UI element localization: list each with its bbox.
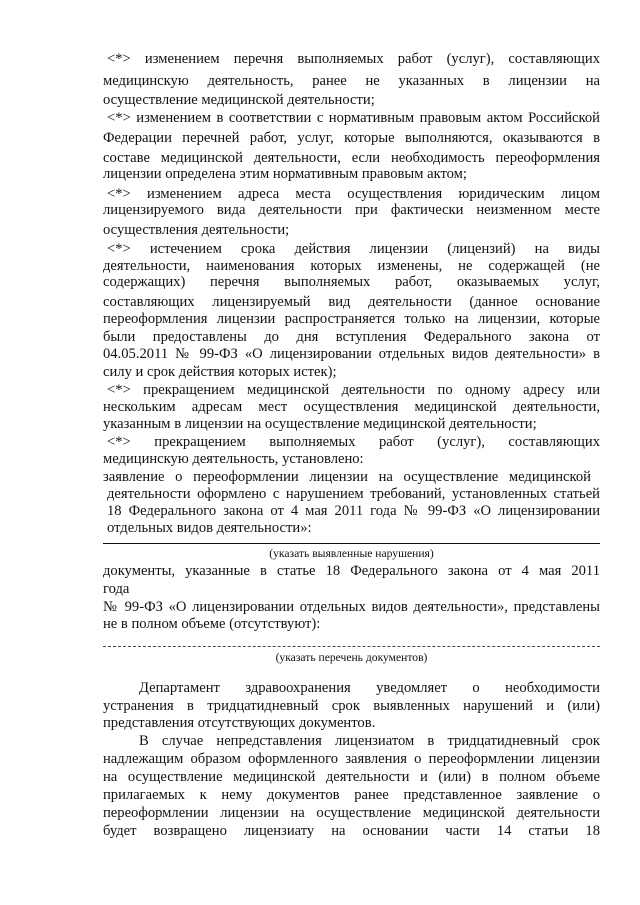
text-line: переоформлении лицензии на осуществление медицинской деятельности [103, 805, 600, 821]
text-line: составляющих лицензируемый вид деятельности (данное основание [103, 294, 600, 310]
text-line: лицензируемого вида деятельности при фактически неизменном месте [103, 202, 600, 218]
caption-violations: (указать выявленные нарушения) [269, 547, 434, 560]
text-line: года [103, 581, 130, 597]
text-line: <*> истечением срока действия лицензии (лицензий) на виды [107, 241, 600, 257]
text-line: 04.05.2011 № 99-ФЗ «О лицензировании отдельных видов деятельности» в [103, 346, 600, 362]
text-line: не в полном объеме (отсутствуют): [103, 616, 321, 632]
text-line: <*> изменением в соответствии с нормативным правовым актом Российской [107, 110, 600, 126]
blank-line-documents [103, 646, 600, 647]
text-line: нескольким адресам мест осуществления медицинской деятельности, [103, 399, 600, 415]
text-line: <*> прекращением выполняемых работ (услуг), составляющих [107, 434, 600, 450]
text-line: были предоставлены до дня вступления Федерального закона от [103, 329, 600, 345]
text-line: прилагаемых к нему документов ранее представленное заявление о [103, 787, 600, 803]
text-line: силу и срок действия которых истек); [103, 364, 337, 380]
text-line: устранения в тридцатидневный срок выявленных нарушений и (или) [103, 698, 600, 714]
blank-line-violations [103, 543, 600, 544]
text-line: указанным в лицензии на осуществление медицинской деятельности; [103, 416, 537, 432]
text-line: документы, указанные в статье 18 Федерального закона от 4 мая 2011 [103, 563, 600, 579]
text-line: <*> прекращением медицинской деятельности по одному адресу или [107, 382, 600, 398]
text-line: будет возвращено лицензиату на основании части 14 статьи 18 [103, 823, 600, 839]
text-line: В случае непредставления лицензиатом в тридцатидневный срок [139, 733, 600, 749]
text-line: медицинскую деятельность, установлено: [103, 451, 364, 467]
text-line: деятельности, наименования которых изменены, не содержащей (не [103, 258, 600, 274]
text-line: Департамент здравоохранения уведомляет о необходимости [139, 680, 600, 696]
text-line: деятельности оформлено с нарушением требований, установленных статьей [107, 486, 600, 502]
text-line: осуществление медицинской деятельности; [103, 92, 375, 108]
text-line: <*> изменением адреса места осуществления юридическим лицом [107, 186, 600, 202]
text-line: № 99-ФЗ «О лицензировании отдельных видов деятельности», представлены [103, 599, 600, 615]
text-line: заявление о переоформлении лицензии на осуществление медицинской [103, 469, 591, 485]
text-line: Федерации перечней работ, услуг, которые выполняются, оказываются в [103, 130, 600, 146]
text-line: лицензии определена этим нормативным правовым актом; [103, 166, 467, 182]
text-line: представления отсутствующих документов. [103, 715, 376, 731]
caption-documents: (указать перечень документов) [275, 651, 428, 664]
text-line: отдельных видов деятельности»: [107, 520, 312, 536]
text-line: 18 Федерального закона от 4 мая 2011 года № 99-ФЗ «О лицензировании [107, 503, 600, 519]
text-line: <*> изменением перечня выполняемых работ (услуг), составляющих [107, 51, 600, 67]
text-line: осуществления деятельности; [103, 222, 290, 238]
text-line: составе медицинской деятельности, если необходимость переоформления [103, 150, 600, 166]
text-line: переоформления лицензии распространяется только на лицензии, которые [103, 311, 600, 327]
text-line: на осуществление медицинской деятельности и (или) в полном объеме [103, 769, 600, 785]
text-line: медицинскую деятельность, ранее не указанных в лицензии на [103, 73, 600, 89]
text-line: содержащих) перечня выполняемых работ, оказываемых услуг, [103, 274, 600, 290]
text-line: надлежащим образом оформленного заявления о переоформлении лицензии [103, 751, 600, 767]
